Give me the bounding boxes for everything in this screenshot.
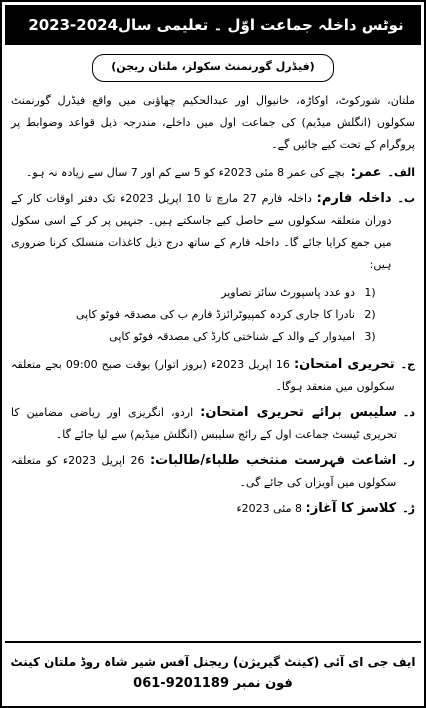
item-text: 16 اپریل 2023ء (بروز اتوار) بوقت صبح 09:00 بجے متعلقہ سکولوں میں منعقد ہوگا۔: [11, 358, 395, 393]
item-classes-start: [11, 498, 415, 520]
academic-year: 2023-2024: [28, 16, 119, 34]
item-admission-form: [11, 188, 415, 276]
item-label: عمر:: [350, 165, 382, 180]
phone-line: [133, 673, 293, 695]
list-number: 3): [364, 330, 376, 343]
list-number: 2): [364, 308, 376, 321]
list-item: [11, 304, 385, 326]
item-syllabus: [11, 402, 415, 446]
item-written-test: [11, 354, 415, 398]
list-item: [11, 326, 385, 348]
item-letter: ر۔: [402, 454, 415, 467]
list-text: دو عدد پاسپورٹ سائز تصاویر: [221, 286, 355, 299]
item-letter: ڑ۔: [402, 502, 415, 515]
item-label: تحریری امتحان:: [293, 357, 395, 372]
office-address: ایف جی ای آئی (کینٹ گیریژن) ریجنل آفس شیر شاہ روڈ ملتان کینٹ: [10, 655, 416, 669]
subtitle-container: [2, 54, 424, 82]
subtitle: (فیڈرل گورنمنٹ سکولز، ملتان ریجن): [92, 54, 333, 82]
item-age: [11, 162, 415, 184]
list-text: نادرا کا جاری کردہ کمپیوٹرائزڈ فارم ب کی مصدقہ فوٹو کاپی: [76, 308, 355, 321]
item-label: سلیبس برائے تحریری امتحان:: [200, 405, 397, 420]
item-label: اشاعت فہرست منتخب طلباء/طالبات:: [149, 453, 397, 468]
item-label: داخلہ فارم:: [316, 191, 392, 206]
item-label: کلاسز کا آغاز:: [305, 501, 397, 516]
notice-title: نوٹس داخلہ جماعت اوّل ۔ تعلیمی سال: [118, 16, 404, 34]
list-number: 1): [364, 286, 376, 299]
item-text: داخلہ فارم 27 مارچ تا 10 اپریل 2023ء تک دفتر اوقات کار کے دوران متعلقہ سکولوں سے حاصل کیے جاسکتے ہیں۔ جنہیں پر کر کے اسی سکول میں جمع کرایا جائے گا۔ داخلہ فارم کے ساتھ درج ذیل کاغذات منسلک کرنا ضروری ہیں:: [11, 192, 392, 271]
item-merit-list: [11, 450, 415, 494]
item-letter: ب۔: [397, 192, 415, 205]
phone-label: فون نمبر: [233, 676, 293, 691]
item-letter: ج۔: [400, 358, 415, 371]
item-letter: الف۔: [387, 166, 415, 179]
item-body: [11, 402, 397, 446]
phone-number: 061-9201189: [133, 676, 230, 691]
item-body: [11, 354, 395, 398]
list-text: امیدوار کے والد کے شناختی کارڈ کی مصدقہ فوٹو کاپی: [109, 330, 355, 343]
notice-header: [5, 5, 421, 45]
item-text: اردو، انگریزی اور ریاضی مضامین کا تحریری ٹیسٹ جماعت اول کے رائج سلیبس (انگلش میڈیم) سے لیا جائے گا۔: [11, 406, 397, 441]
item-body: [11, 450, 396, 494]
notice-body: [11, 90, 415, 520]
item-text: 8 مئی 2023ء: [236, 502, 303, 515]
list-item: [11, 282, 385, 304]
item-body: [11, 498, 396, 520]
intro-paragraph: ملتان، شورکوٹ، اوکاڑہ، خانیوال اور عبدالحکیم چھاؤنی میں واقع فیڈرل گورنمنٹ سکولوں (انگلش میڈیم) کی جماعت اول میں داخلے، مندرجہ ذیل قواعد وضوابط پر پروگرام کے تحت کیے جائیں گے۔: [11, 94, 415, 151]
documents-list: [11, 282, 415, 348]
item-body: [11, 188, 392, 276]
notice-footer: [5, 641, 421, 703]
item-text: بچے کی عمر 8 مئی 2023ء کو 5 سے کم اور 7 سال سے زیادہ نہ ہو۔: [25, 166, 345, 179]
item-letter: د۔: [402, 406, 415, 419]
item-text: 26 اپریل 2023ء کو متعلقہ سکولوں میں آویزاں کی جائے گی۔: [11, 454, 397, 489]
